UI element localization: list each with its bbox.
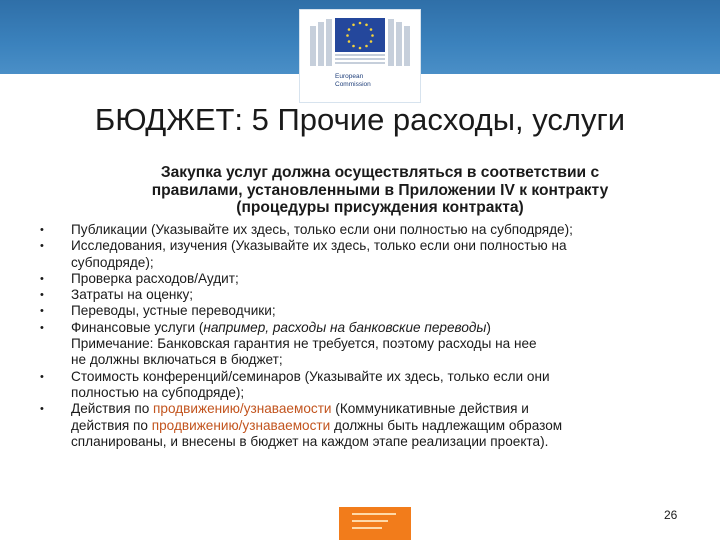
list-item-text: Финансовые услуги (: [71, 319, 204, 335]
page-number: 26: [664, 508, 678, 522]
lead-line-1: Закупка услуг должна осуществляться в соответствии с: [160, 164, 600, 181]
eu-commission-logo: [300, 10, 420, 102]
logo-line-1: European: [335, 73, 364, 80]
list-item-text: Публикации (Указывайте их здесь, только если они полностью на субподряде);: [71, 222, 573, 237]
flag-line: [352, 520, 388, 522]
commission-building-icon: [308, 16, 412, 72]
note-text: не должны включаться в бюджет;: [71, 352, 283, 368]
list-item: [40, 238, 680, 271]
list-item-italic: например, расходы на банковские переводы: [203, 319, 487, 335]
flag-line: [352, 527, 382, 529]
list-item: [40, 271, 680, 287]
list-item-text: Исследования, изучения (Указывайте их здесь, только если они полностью на: [71, 238, 567, 254]
list-item: [40, 369, 680, 402]
flag-line: [352, 513, 396, 515]
list-item-text: полностью на субподряде);: [71, 384, 245, 400]
list-item-text: Затраты на оценку;: [71, 287, 194, 303]
note-text: Примечание: Банковская гарантия не требуется, поэтому расходы на нее: [71, 336, 537, 352]
highlight-text: продвижению/узнаваемости: [151, 417, 331, 433]
list-item-text: действия по: [71, 417, 152, 433]
footer-flag-logo: [339, 507, 411, 540]
list-item-text: (Коммуникативные действия и: [331, 401, 529, 417]
list-item: [40, 401, 680, 450]
list-item-text: Стоимость конференций/семинаров (Указывайте их здесь, только если они: [71, 368, 550, 384]
logo-caption: [335, 73, 371, 88]
list-item-text: субподряде);: [71, 254, 154, 270]
list-item: [40, 320, 680, 336]
lead-paragraph: [80, 164, 680, 217]
highlight-text: продвижению/узнаваемости: [153, 401, 332, 417]
list-item-text: должны быть надлежащим образом: [330, 417, 563, 433]
list-item-text: Проверка расходов/Аудит;: [71, 270, 239, 286]
list-item-text: спланированы, и внесены в бюджет на каждом этапе реализации проекта).: [71, 433, 549, 449]
bullet-list: [40, 222, 680, 450]
list-item-text: Действия по: [71, 401, 154, 417]
lead-line-2: правилами, установленными в Приложении IV к контракту: [151, 181, 609, 199]
list-item: [40, 222, 680, 238]
list-item-text: ): [486, 319, 491, 335]
logo-line-2: Commission: [335, 80, 371, 88]
list-item: [40, 287, 680, 303]
list-item-text: Переводы, устные переводчики;: [71, 303, 276, 319]
list-item: [40, 303, 680, 319]
list-note: [40, 336, 680, 369]
slide-title: БЮДЖЕТ: 5 Прочие расходы, услуги: [94, 102, 626, 137]
lead-line-3: (процедуры присуждения контракта): [236, 199, 524, 216]
